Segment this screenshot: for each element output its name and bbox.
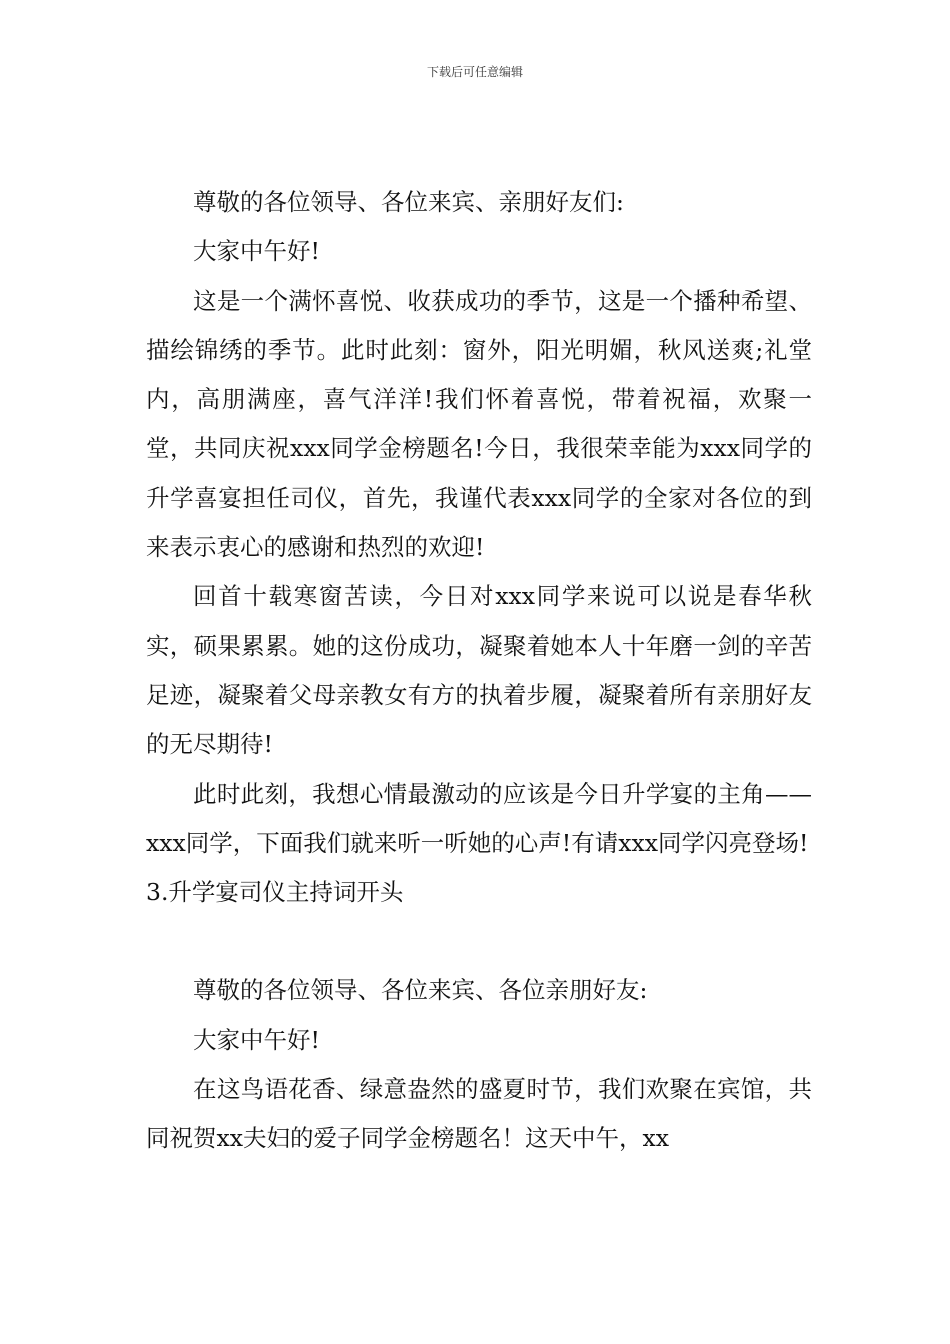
greeting-line: 尊敬的各位领导、各位来宾、各位亲朋好友: <box>193 976 648 1005</box>
document-body <box>146 178 812 1164</box>
salutation-line: 大家中午好! <box>193 1025 320 1054</box>
page-header: 下载后可任意编辑 <box>426 65 523 79</box>
greeting-line: 尊敬的各位领导、各位来宾、亲朋好友们: <box>193 188 624 216</box>
body-paragraph: 此时此刻，我想心情最激动的应该是今日升学宴的主角——xxx同学，下面我们就来听一听她的心声!有请xxx同学闪亮登场! <box>146 779 812 857</box>
section-gap <box>146 917 812 966</box>
salutation-line: 大家中午好! <box>193 237 320 266</box>
body-paragraph: 回首十载寒窗苦读，今日对xxx同学来说可以说是春华秋实，硕果累累。她的这份成功，凝聚着她本人十年磨一剑的辛苦足迹，凝聚着父母亲教女有方的执着步履，凝聚着所有亲朋好友的无尽期待! <box>146 582 812 759</box>
body-paragraph: 在这鸟语花香、绿意盎然的盛夏时节，我们欢聚在宾馆，共同祝贺xx夫妇的爱子同学金榜题名！这天中午，xx <box>146 1075 812 1153</box>
body-paragraph: 这是一个满怀喜悦、收获成功的季节，这是一个播种希望、描绘锦绣的季节。此时此刻：窗外，阳光明媚，秋风送爽;礼堂内，高朋满座，喜气洋洋!我们怀着喜悦，带着祝福，欢聚一堂，共同庆祝xxx同学金榜题名!今日，我很荣幸能为xxx同学的升学喜宴担任司仪，首先，我谨代表xxx同学的全家对各位的到来表示衷心的感谢和热烈的欢迎! <box>146 286 812 562</box>
section-heading: 3.升学宴司仪主持词开头 <box>146 878 404 907</box>
